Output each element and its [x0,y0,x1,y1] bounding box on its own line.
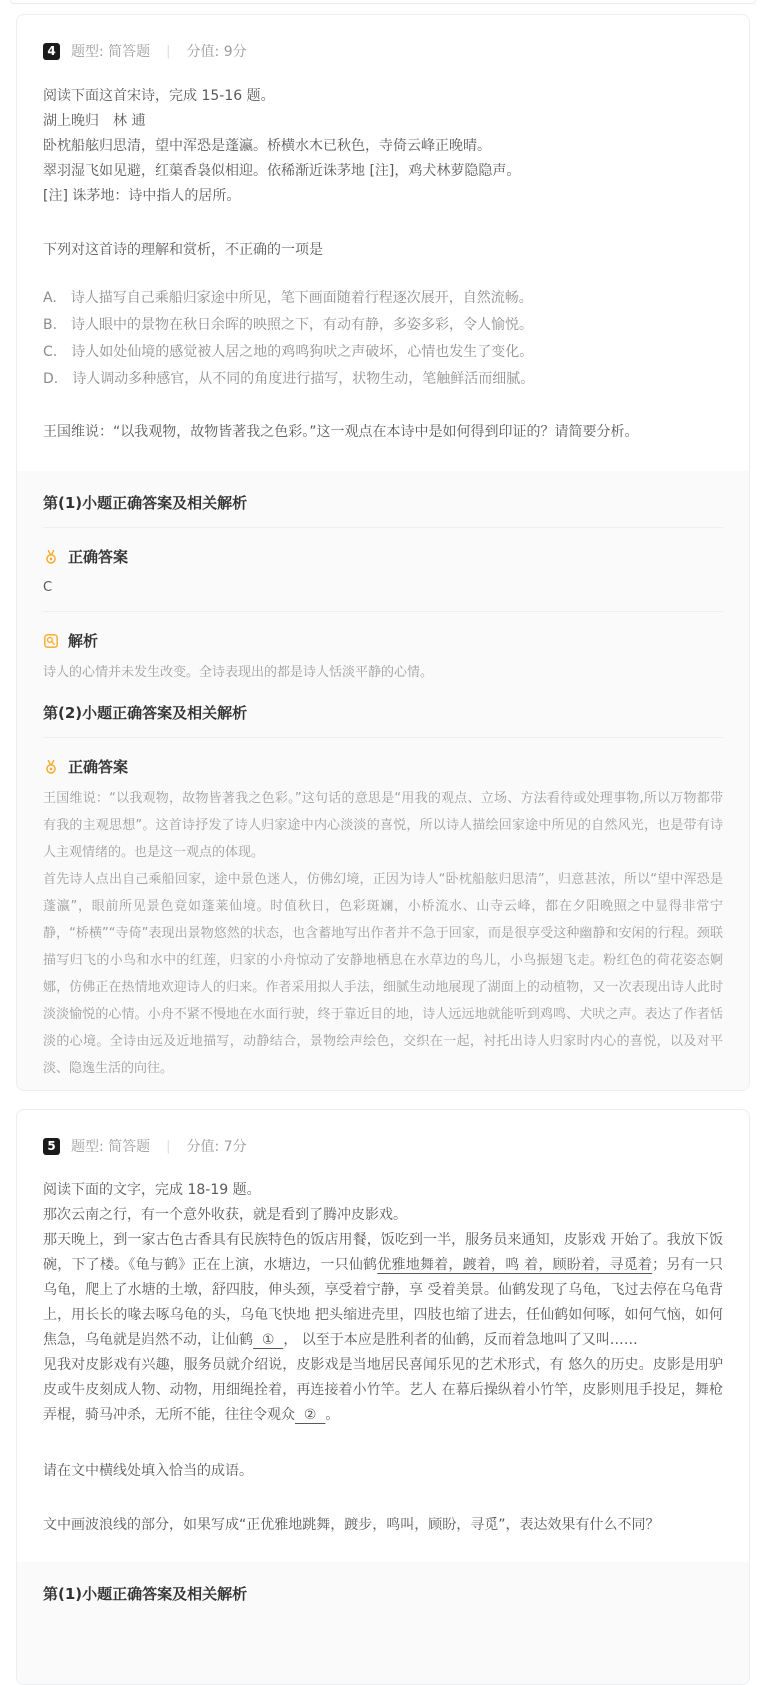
analysis-text: 诗人的心情并未发生改变。全诗表现出的都是诗人恬淡平静的心情。 [43,665,434,680]
question-stem [43,1178,723,1428]
question-stem [43,84,723,209]
passage-text: 。 [325,1407,340,1423]
passage-text: ， 以至于本应是胜利者的仙鹤，反而着急地叫了又叫…… [283,1332,638,1348]
passage-text: 那天晚上，到一家古色古香具有民族特色的饭店用餐，饭吃到一半，服务员来通知，皮影戏 开始了。我放下饭碗，下了楼。《龟与鹤》正在上演，水塘边，一只仙鹤 [43,1232,723,1273]
poem-title: 湖上晚归 林 逋 [43,113,146,129]
question-score-label: 分值: 7分 [186,1139,247,1155]
passage-paragraph-1: 那次云南之行，有一个意外收获，就是看到了腾冲皮影戏。 [43,1207,407,1223]
answer-paragraph-2: 首先诗人点出自己乘船回家，途中景色迷人，仿佛幻境，正因为诗人“卧枕船舷归思清”，归意甚浓，所以“望中浑恐是蓬瀛”，眼前所见景色竟如蓬莱仙境。时值秋日，色彩斑斓，小桥流水、山寺云峰，都在夕阳晚照之中显得非常宁静，“桥横”“寺倚”表现出景物悠然的状态，也含蓄地写出作者并不急于回家，而是很享受这种幽静和安闲的行程。颈联描写归飞的小鸟和水中的红莲，归家的小舟惊动了安静地栖息在水草边的鸟儿，小鸟振翅飞走。粉红色的荷花姿态婀娜，仿佛正在热情地欢迎诗人的归来。作者采用拟人手法，细腻生动地展现了湖面上的动植物，又一次表现出诗人此时淡淡愉悦的心情。小舟不紧不慢地在水面行驶，终于靠近目的地，诗人远远地就能听到鸡鸣、犬吠之声。表达了作者恬淡的心境。全诗由远及近地描写，动静结合，景物绘声绘色，交织在一起，衬托出诗人归家时内心的喜悦，以及对平淡、隐逸生活的向往。 [43,872,723,1076]
sub-question-1: 下列对这首诗的理解和赏析，不正确的一项是 [43,242,323,258]
correct-answer-label: 正确答案 [68,548,129,566]
poem-line-1: 卧枕船舷归思清，望中浑恐是蓬瀛。桥横水木已秋色，寺倚云峰正晚晴。 [43,138,491,154]
divider-line [43,611,723,612]
correct-answer-label-row [43,546,723,567]
passage-paragraph-2 [43,1228,723,1353]
stem-intro: 阅读下面的文字，完成 18-19 题。 [43,1182,261,1198]
divider-line [43,737,723,738]
question-number-badge: 5 [43,1138,60,1155]
previous-card-bottom-edge [10,0,756,4]
correct-answer-value: C [43,580,53,595]
analysis-label-row [43,630,723,651]
passage-text: ；另有一只乌龟，爬上了水塘的土墩，舒四肢，伸头颈，享受着宁静，享 受着美景。仙鹤发现了乌龟，飞过去停在乌龟背上，用长长的喙去啄乌龟的头，乌龟飞快地 把头缩进壳里，四肢也缩了进去，任仙鹤如何啄，如何气恼，如何焦急，乌龟就是岿然不动，让仙鹤 [43,1257,724,1348]
correct-answer-label-row [43,756,723,777]
answer-part1-heading: 第(1)小题正确答案及相关解析 [43,1585,248,1603]
question-5-header [43,1136,723,1156]
sub-question-2: 王国维说：“以我观物，故物皆著我之色彩。”这一观点在本诗中是如何得到印证的？请简要分析。 [43,424,639,440]
option-d: D. 诗人调动多种感官，从不同的角度进行描写，状物生动，笔触鲜活而细腻。 [43,371,535,387]
stem-intro: 阅读下面这首宋诗，完成 15-16 题。 [43,88,275,104]
blank-2: ② [295,1407,326,1423]
question-type-label: 题型: 简答题 [71,1139,151,1155]
question-score-label: 分值: 9分 [186,44,247,60]
option-a: A. 诗人描写自己乘船归家途中所见，笔下画面随着行程逐次展开，自然流畅。 [43,290,533,306]
blank-1: ① [253,1332,284,1348]
passage-text: 见我对皮影戏有兴趣，服务员就介绍说，皮影戏是当地居民喜闻乐见的艺术形式，有 悠久的历史。皮影是用驴皮或牛皮刻成人物、动物，用细绳拴着，再连接着小竹竿。艺人 在幕后操纵着小竹竿，皮影则甩手投足，舞枪弄棍，骑马冲杀，无所不能，往往令观众 [43,1357,723,1423]
answer-analysis-section [17,1562,749,1684]
analysis-label: 解析 [68,632,99,650]
divider-line [43,527,723,528]
magnifier-icon [43,633,59,649]
sub-question-2: 文中画波浪线的部分，如果写成“正优雅地跳舞，踱步，鸣叫，顾盼，寻觅”，表达效果有什么不同？ [43,1517,660,1533]
poem-note: [注] 诛茅地：诗中指人的居所。 [43,188,241,204]
question-4-header [43,41,723,61]
passage-paragraph-3 [43,1353,723,1428]
answer-part2-heading: 第(2)小题正确答案及相关解析 [43,704,248,722]
correct-answer-label: 正确答案 [68,758,129,776]
answer-paragraph-1: 王国维说：“以我观物，故物皆著我之色彩。”这句话的意思是“用我的观点、立场、方法看待或处理事物,所以万物都带有我的主观思想”。这首诗抒发了诗人归家途中内心淡淡的喜悦，所以诗人描绘回家途中所见的自然风光，也是带有诗人主观情绪的。也是这一观点的体现。 [43,791,723,860]
question-card-4 [16,14,750,1091]
options-list [43,285,723,393]
medal-icon [43,759,59,775]
answer-analysis-section [17,471,749,1090]
meta-separator: | [166,43,171,59]
option-c: C. 诗人如处仙境的感觉被人居之地的鸡鸣狗吠之声破坏，心情也发生了变化。 [43,344,534,360]
poem-line-2: 翠羽湿飞如见避，红蕖香袅似相迎。依稀渐近诛茅地 [注]，鸡犬林萝隐隐声。 [43,163,521,179]
sub-question-1: 请在文中横线处填入恰当的成语。 [43,1463,253,1479]
question-card-5 [16,1109,750,1685]
answer-part1-heading: 第(1)小题正确答案及相关解析 [43,494,248,512]
option-b: B. 诗人眼中的景物在秋日余晖的映照之下，有动有静，多姿多彩，令人愉悦。 [43,317,534,333]
wavy-underlined-text: 优雅地舞着，踱着，鸣 着，顾盼着，寻觅着 [377,1257,653,1273]
question-type-label: 题型: 简答题 [71,44,151,60]
question-number-badge: 4 [43,43,60,60]
medal-icon [43,549,59,565]
meta-separator: | [166,1138,171,1154]
